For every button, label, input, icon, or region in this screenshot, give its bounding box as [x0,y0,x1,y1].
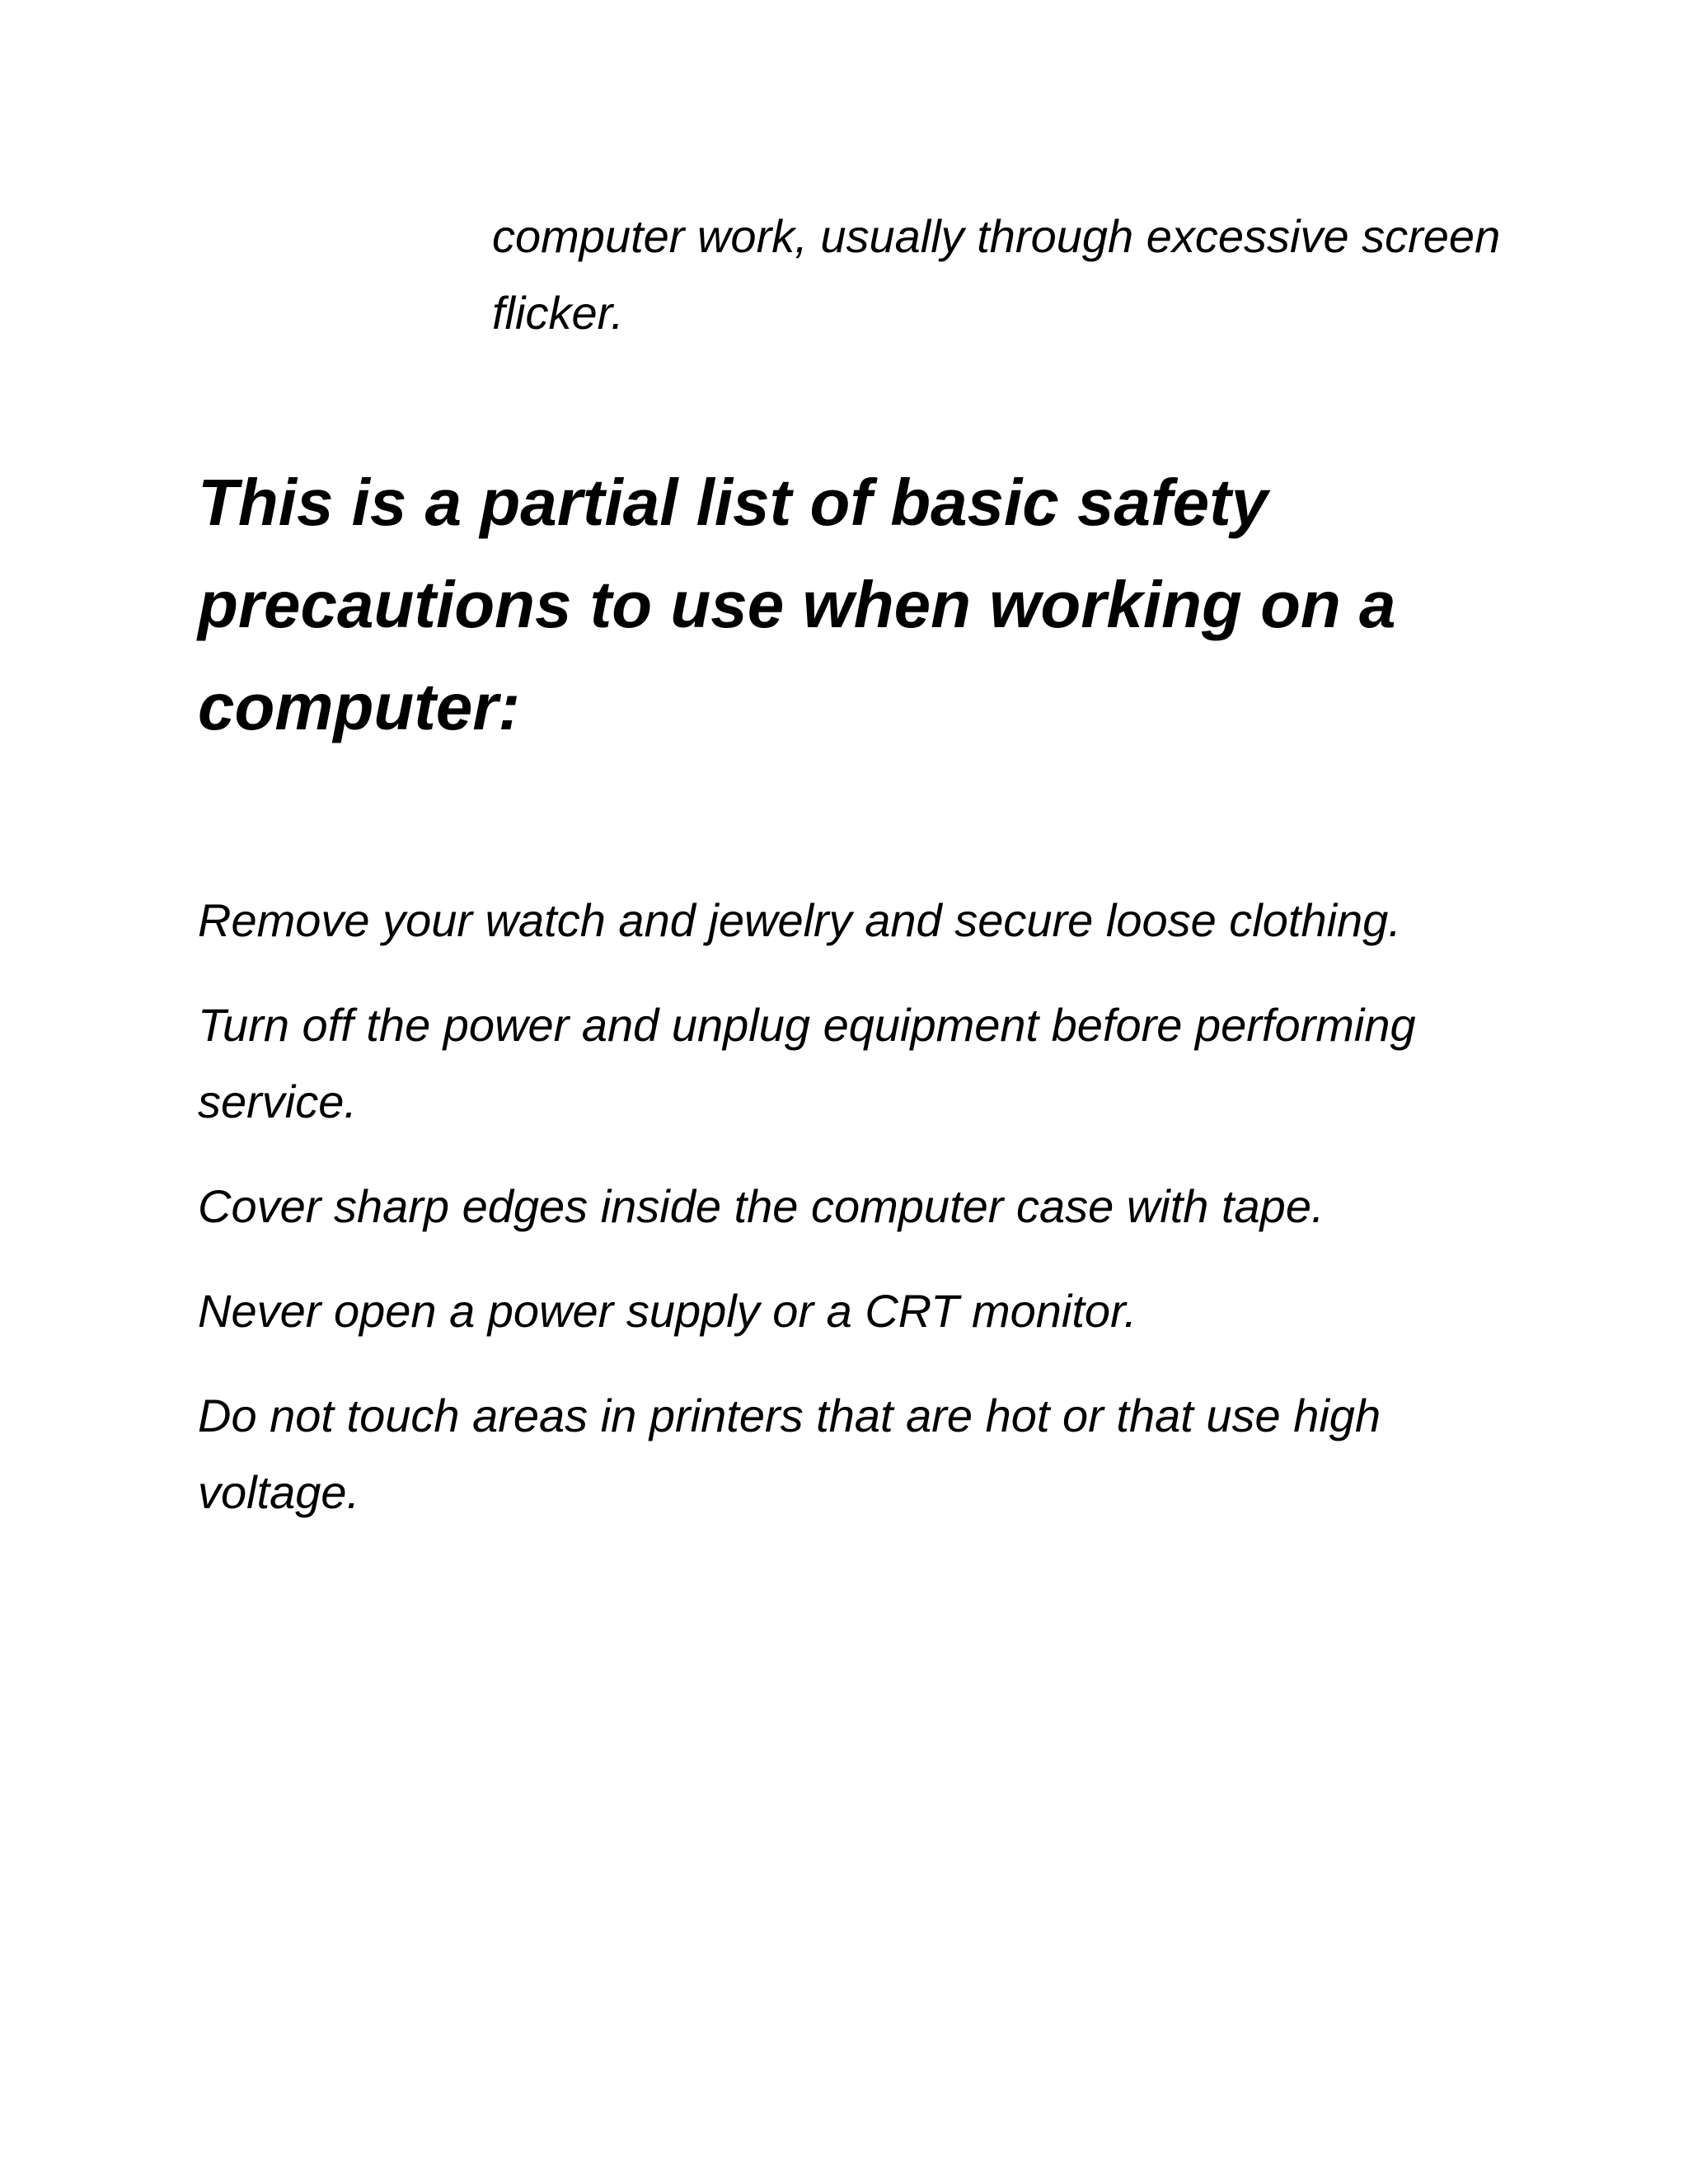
list-item: Remove your watch and jewelry and secure loose clothing. [198,894,1401,946]
continuation-paragraph: computer work, usually through excessive screen flicker. [492,210,1501,339]
list-item: Cover sharp edges inside the computer case with tape. [198,1180,1325,1232]
list-item: Never open a power supply or a CRT monitor. [198,1285,1137,1337]
precautions-list [198,882,1533,1558]
list-item: Do not touch areas in printers that are hot or that use high voltage. [198,1390,1381,1518]
list-item: Turn off the power and unplug equipment before performing service. [198,999,1416,1127]
section-heading: This is a partial list of basic safety precautions to use when working on a computer: [198,466,1396,743]
